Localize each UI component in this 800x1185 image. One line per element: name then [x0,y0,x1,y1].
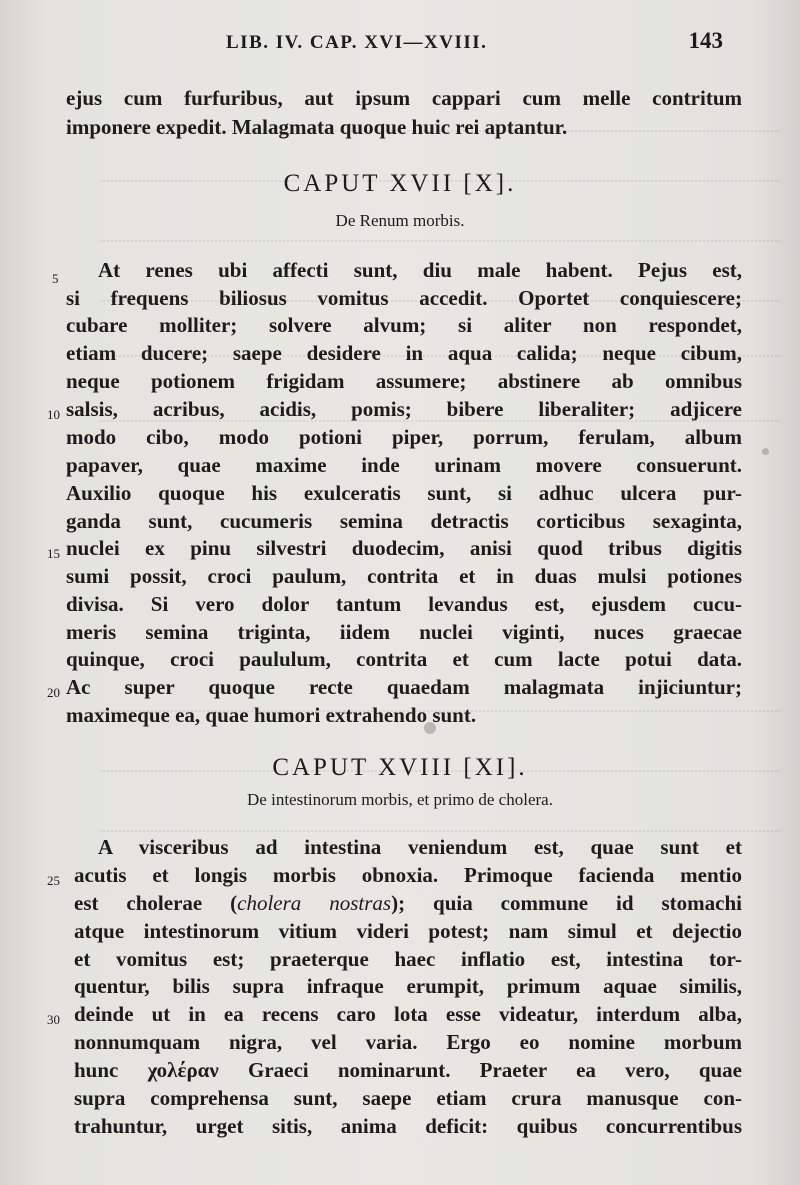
text-line: est cholerae (cholera nostras); quia commune id stomachi [74,891,742,915]
chapter-subtitle: De Renum morbis. [335,211,465,230]
margin-line-number: 15 [47,546,60,561]
text-line: acutis et longis morbis obnoxia. Primoque facienda mentio [74,863,742,887]
text-line: divisa. Si vero dolor tantum levandus est, ejusdem cucu- [66,592,742,616]
text-line: ganda sunt, cucumeris semina detractis corticibus sexaginta, [66,509,742,533]
text-line: Ac super quoque recte quaedam malagmata injiciuntur; [66,675,742,699]
running-head: LIB. IV. CAP. XVI—XVIII. [226,32,488,53]
ink-spot [762,448,769,455]
text-line: atque intestinorum vitium videri potest; nam simul et dejectio [74,919,742,943]
text-line: Auxilio quoque his exulceratis sunt, si adhuc ulcera pur- [66,481,742,505]
text-line: etiam ducere; saepe desidere in aqua calida; neque cibum, [66,341,742,365]
chapter-subtitle: De intestinorum morbis, et primo de cholera. [247,790,553,809]
text-line: quinque, croci paululum, contrita et cum lacte potui data. [66,647,742,671]
page-header [0,26,800,62]
text-line: imponere expedit. Malagmata quoque huic rei aptantur. [66,115,568,139]
text-line: papaver, quae maxime inde urinam movere consuerunt. [66,453,742,477]
text-line: maximeque ea, quae humori extrahendo sunt. [66,703,477,727]
text-line: modo cibo, modo potioni piper, porrum, ferulam, album [66,425,742,449]
text-line: nonnumquam nigra, vel varia. Ergo eo nomine morbum [74,1030,742,1054]
text-line: si frequens biliosus vomitus accedit. Oportet conquiescere; [66,286,742,310]
italic-term: cholera nostras [237,891,392,915]
margin-line-number: 20 [47,685,60,700]
page-number: 143 [688,28,723,53]
text-line: et vomitus est; praeterque haec inflatio est, intestina tor- [74,947,742,971]
margin-line-number: 25 [47,873,60,888]
text-line: supra comprehensa sunt, saepe etiam crura manusque con- [74,1086,742,1110]
text-line: cubare molliter; solvere alvum; si aliter non respondet, [66,313,742,337]
text-line: deinde ut in ea recens caro lota esse videatur, interdum alba, [74,1002,742,1026]
text-line: meris semina triginta, iidem nuclei viginti, nuces graecae [66,620,742,644]
text-line: sumi possit, croci paulum, contrita et in duas mulsi potiones [66,564,742,588]
text-line: A visceribus ad intestina veniendum est, quae sunt et [98,835,742,859]
text-line: salsis, acribus, acidis, pomis; bibere liberaliter; adjicere [66,397,742,421]
text-line: neque potionem frigidam assumere; abstinere ab omnibus [66,369,742,393]
text-line: ejus cum furfuribus, aut ipsum cappari cum melle contritum [66,86,742,110]
margin-line-number: 30 [47,1012,60,1027]
margin-line-number: 10 [47,407,60,422]
text-line: trahuntur, urget sitis, anima deficit: quibus concurrentibus [74,1114,742,1138]
text-line: At renes ubi affecti sunt, diu male habent. Pejus est, [98,258,742,282]
margin-line-number: 5 [52,271,59,286]
text-line: nuclei ex pinu silvestri duodecim, anisi quod tribus digitis [66,536,742,560]
text-line: hunc χολέραν Graeci nominarunt. Praeter ea vero, quae [74,1058,742,1082]
chapter-heading: CAPUT XVII [X]. [283,170,517,197]
chapter-heading: CAPUT XVIII [XI]. [272,754,528,781]
text-line: quentur, bilis supra infraque erumpit, primum aquae similis, [74,974,742,998]
